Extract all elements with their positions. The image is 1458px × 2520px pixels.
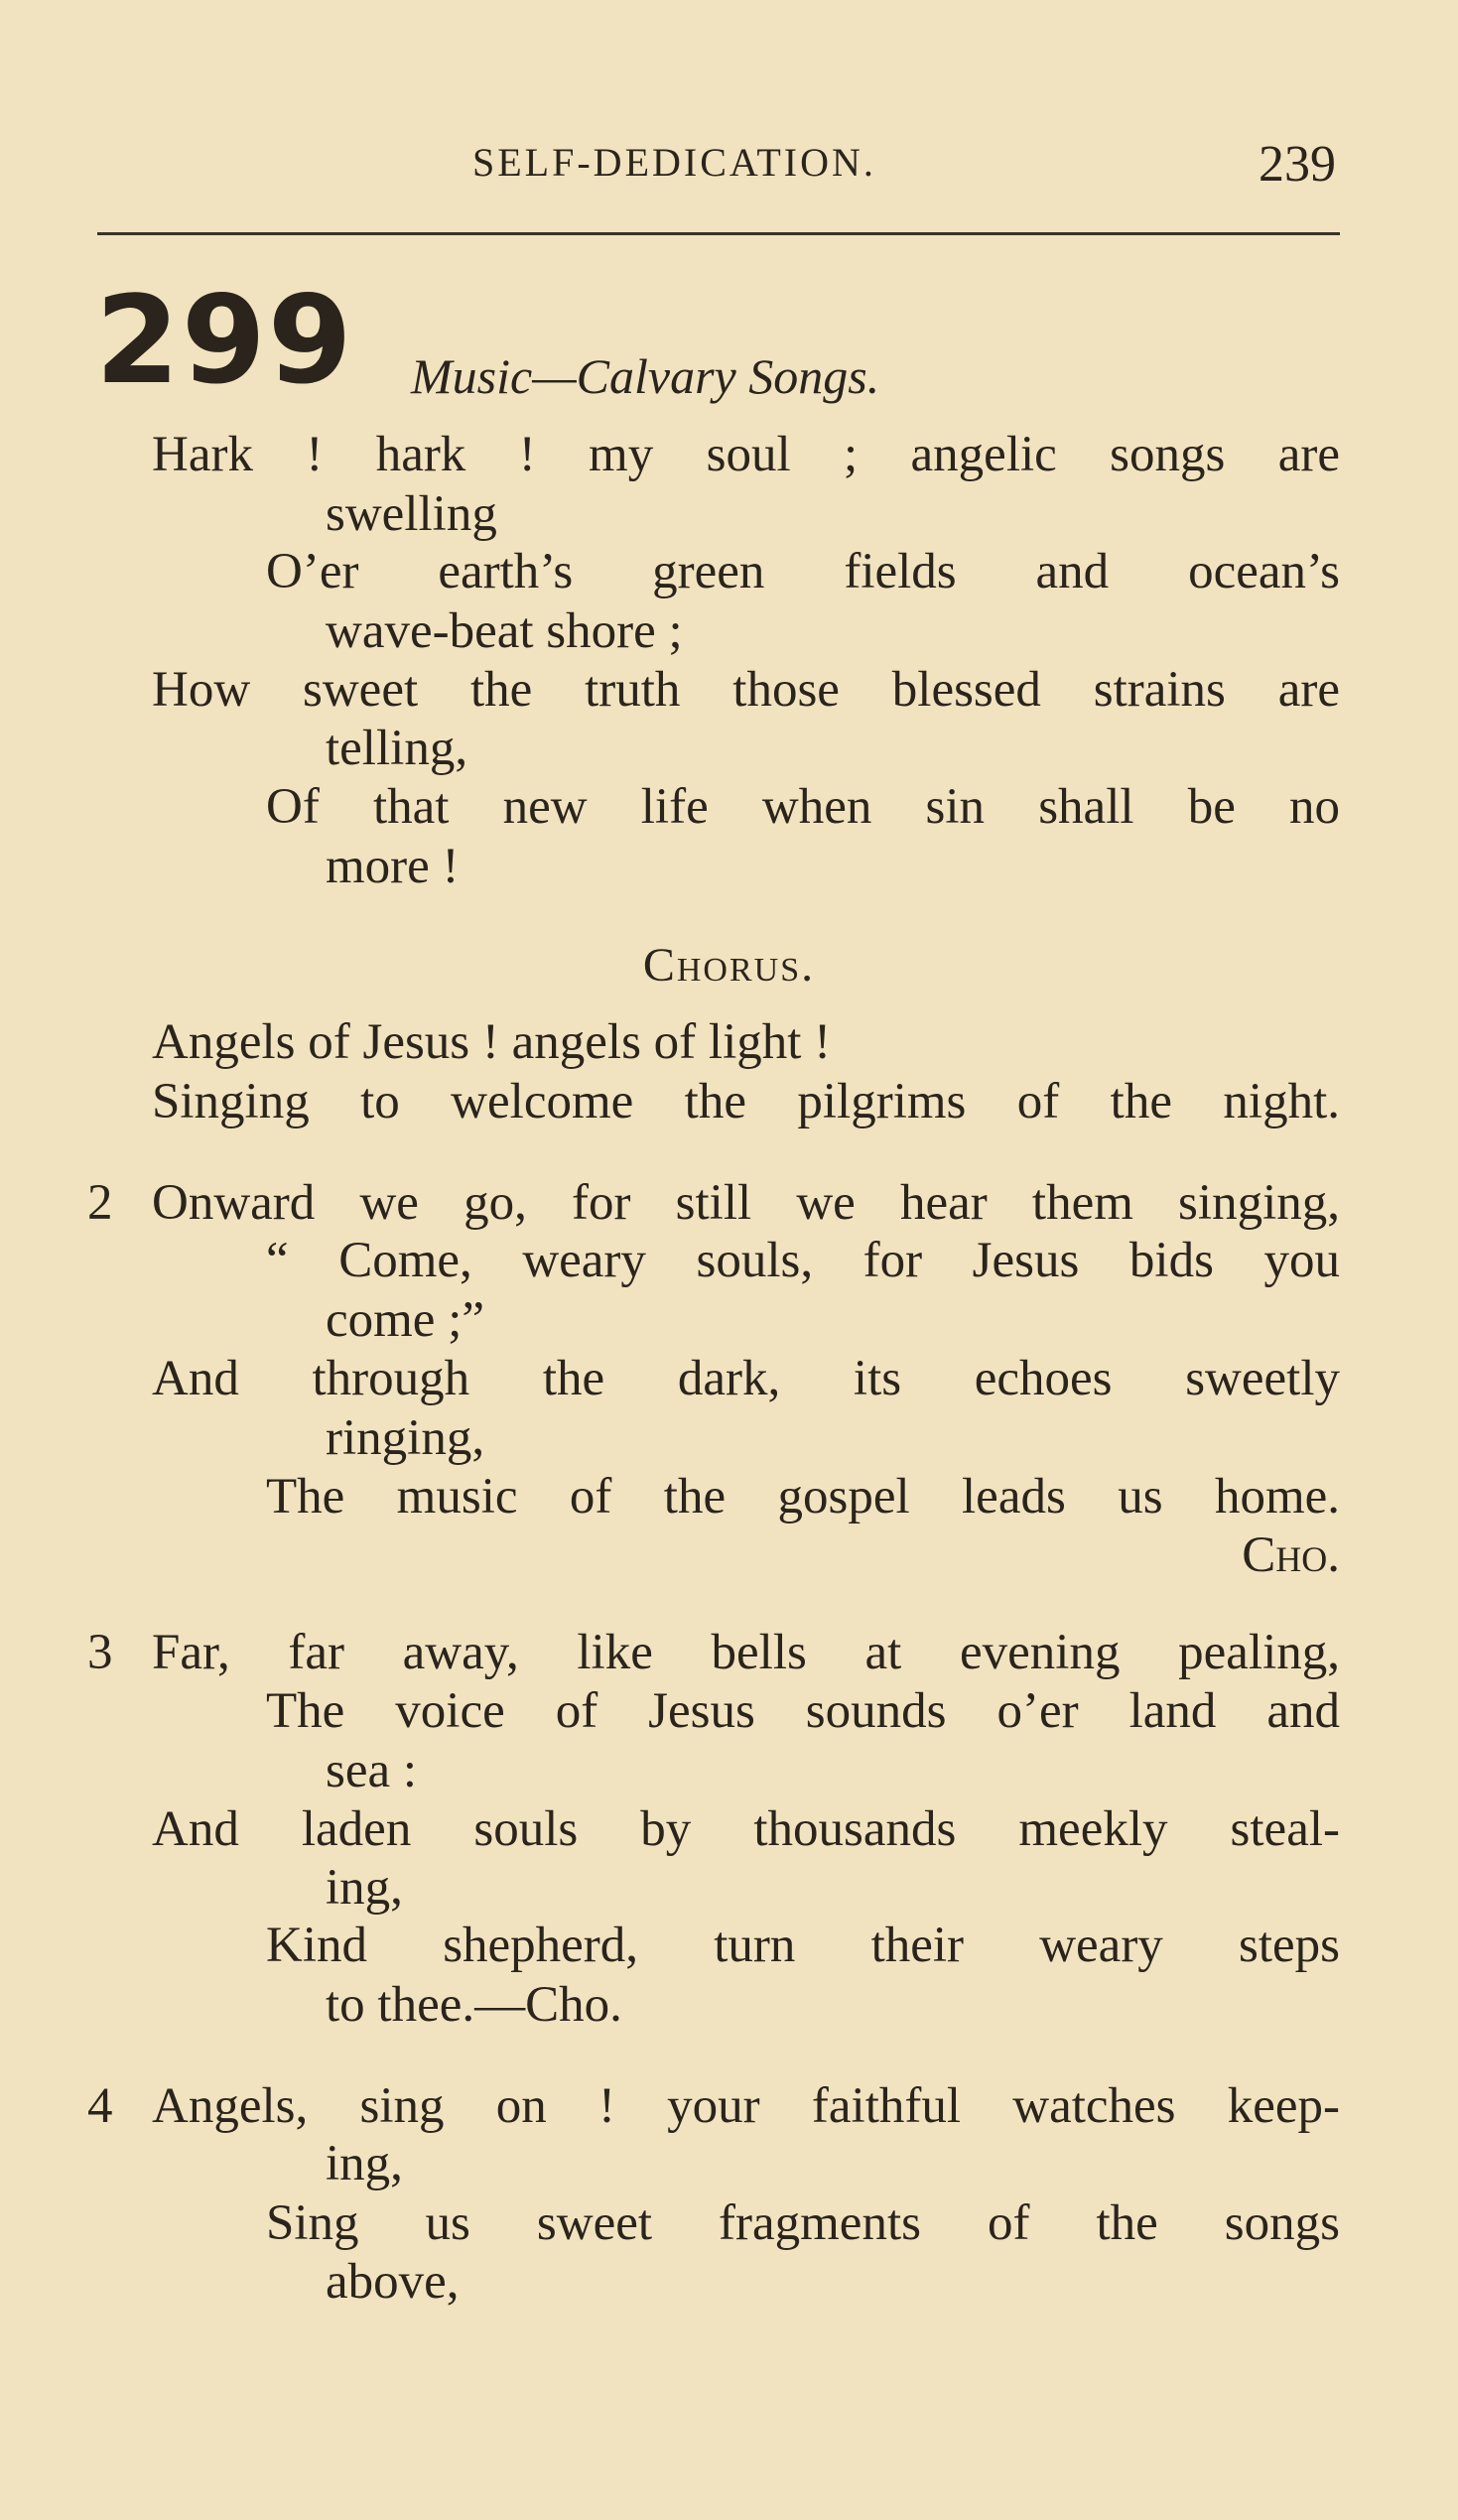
verse2-line4: The music of the gospel leads us home. bbox=[266, 1469, 1340, 1525]
verse3-line4: Kind shepherd, turn their weary steps bbox=[266, 1918, 1340, 1973]
verse4-line2: Sing us sweet fragments of the songs bbox=[266, 2195, 1340, 2251]
verse2-line2-turnover: come ;” bbox=[326, 1292, 484, 1348]
verse3-line4-turnover: to thee.—Cho. bbox=[326, 1977, 622, 2033]
chorus-heading: Chorus. bbox=[642, 939, 816, 992]
verse1-line2: O’er earth’s green fields and ocean’s bbox=[266, 544, 1340, 599]
verse1-line1-turnover: swelling bbox=[326, 486, 497, 542]
verse3-line2-turnover: sea : bbox=[326, 1743, 418, 1798]
running-title: SELF-DEDICATION. bbox=[472, 140, 876, 185]
verse1-line3-turnover: telling, bbox=[326, 721, 468, 776]
verse3-line1: Far, far away, like bells at evening pealing, bbox=[152, 1625, 1340, 1680]
verse2-line3: And through the dark, its echoes sweetly bbox=[152, 1351, 1340, 1406]
verse2-number: 2 bbox=[87, 1175, 113, 1231]
verse2-line3-turnover: ringing, bbox=[326, 1410, 485, 1466]
verse3-number: 3 bbox=[87, 1625, 113, 1680]
verse4-line2-turnover: above, bbox=[326, 2254, 460, 2310]
verse4-number: 4 bbox=[87, 2078, 113, 2134]
tune-attribution: Music—Calvary Songs. bbox=[411, 348, 880, 404]
verse2-chorus-cue: Cho. bbox=[1242, 1527, 1340, 1583]
verse1-line4-turnover: more ! bbox=[326, 839, 460, 894]
verse3-line3: And laden souls by thousands meekly steal- bbox=[152, 1801, 1340, 1857]
verse3-line3-turnover: ing, bbox=[326, 1860, 403, 1916]
verse1-line1: Hark ! hark ! my soul ; angelic songs are bbox=[152, 427, 1340, 482]
verse2-line2: “ Come, weary souls, for Jesus bids you bbox=[266, 1233, 1340, 1288]
verse1-line2-turnover: wave-beat shore ; bbox=[326, 603, 683, 659]
header-rule bbox=[97, 232, 1340, 235]
verse1-line4: Of that new life when sin shall be no bbox=[266, 779, 1340, 835]
chorus-line2: Singing to welcome the pilgrims of the night. bbox=[152, 1074, 1340, 1129]
verse4-line1-turnover: ing, bbox=[326, 2136, 403, 2191]
verse2-line1: Onward we go, for still we hear them singing, bbox=[152, 1175, 1340, 1231]
verse4-line1: Angels, sing on ! your faithful watches keep- bbox=[152, 2078, 1340, 2134]
chorus-line1: Angels of Jesus ! angels of light ! bbox=[152, 1014, 832, 1070]
verse3-line2: The voice of Jesus sounds o’er land and bbox=[266, 1683, 1340, 1739]
verse1-line3: How sweet the truth those blessed strains are bbox=[152, 662, 1340, 718]
page-number: 239 bbox=[1259, 136, 1336, 193]
hymn-number: 299 bbox=[95, 270, 354, 411]
